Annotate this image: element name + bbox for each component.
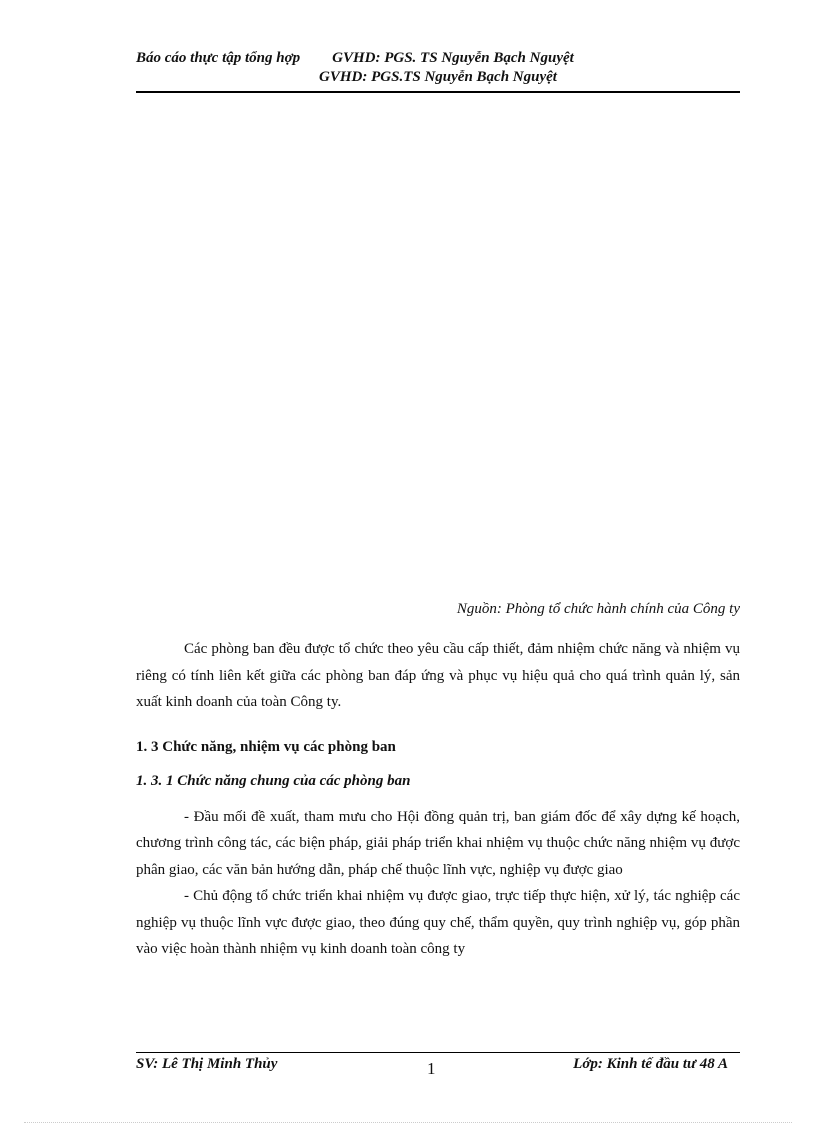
- page-header: [136, 49, 740, 87]
- bullet-paragraph: - Đầu mối đề xuất, tham mưu cho Hội đồng quản trị, ban giám đốc để xây dựng kế hoạch, chương trình công tác, các biện pháp, giải pháp triển khai nhiệm vụ thuộc chức năng nhiệm vụ được phân giao, các văn bản hướng dẫn, pháp chế thuộc lĩnh vực, nghiệp vụ được giao: [136, 808, 740, 878]
- intro-paragraph: Các phòng ban đều được tổ chức theo yêu cầu cấp thiết, đảm nhiệm chức năng và nhiệm vụ riêng có tính liên kết giữa các phòng ban đáp ứng và phục vụ hiệu quả cho quá trình quản lý, sản xuất kinh doanh của toàn Công ty.: [136, 641, 740, 710]
- header-line-1: [136, 49, 740, 68]
- source-note: Nguồn: Phòng tổ chức hành chính của Công ty: [456, 601, 740, 617]
- header-rule: [136, 91, 740, 93]
- document-body: [136, 636, 740, 963]
- class-name: Lớp: Kinh tế đầu tư 48 A: [573, 1056, 728, 1072]
- bullet-paragraph: - Chủ động tổ chức triển khai nhiệm vụ được giao, trực tiếp thực hiện, xử lý, tác nghiệp các nghiệp vụ thuộc lĩnh vực được giao, theo đúng quy chế, thẩm quyền, quy trình nghiệp vụ, góp phần vào việc hoàn thành nhiệm vụ kinh doanh toàn công ty: [136, 888, 740, 957]
- section-heading: 1. 3 Chức năng, nhiệm vụ các phòng ban: [136, 738, 396, 755]
- advisor-name: GVHD: PGS. TS Nguyễn Bạch Nguyệt: [332, 50, 574, 66]
- footer-rule: [136, 1052, 740, 1053]
- page-number: 1: [427, 1059, 436, 1078]
- student-name: SV: Lê Thị Minh Thủy: [136, 1056, 278, 1072]
- advisor-name-repeat: GVHD: PGS.TS Nguyễn Bạch Nguyệt: [319, 69, 557, 85]
- report-title: Báo cáo thực tập tổng hợp: [136, 50, 301, 66]
- subsection-heading: 1. 3. 1 Chức năng chung của các phòng ban: [136, 772, 411, 789]
